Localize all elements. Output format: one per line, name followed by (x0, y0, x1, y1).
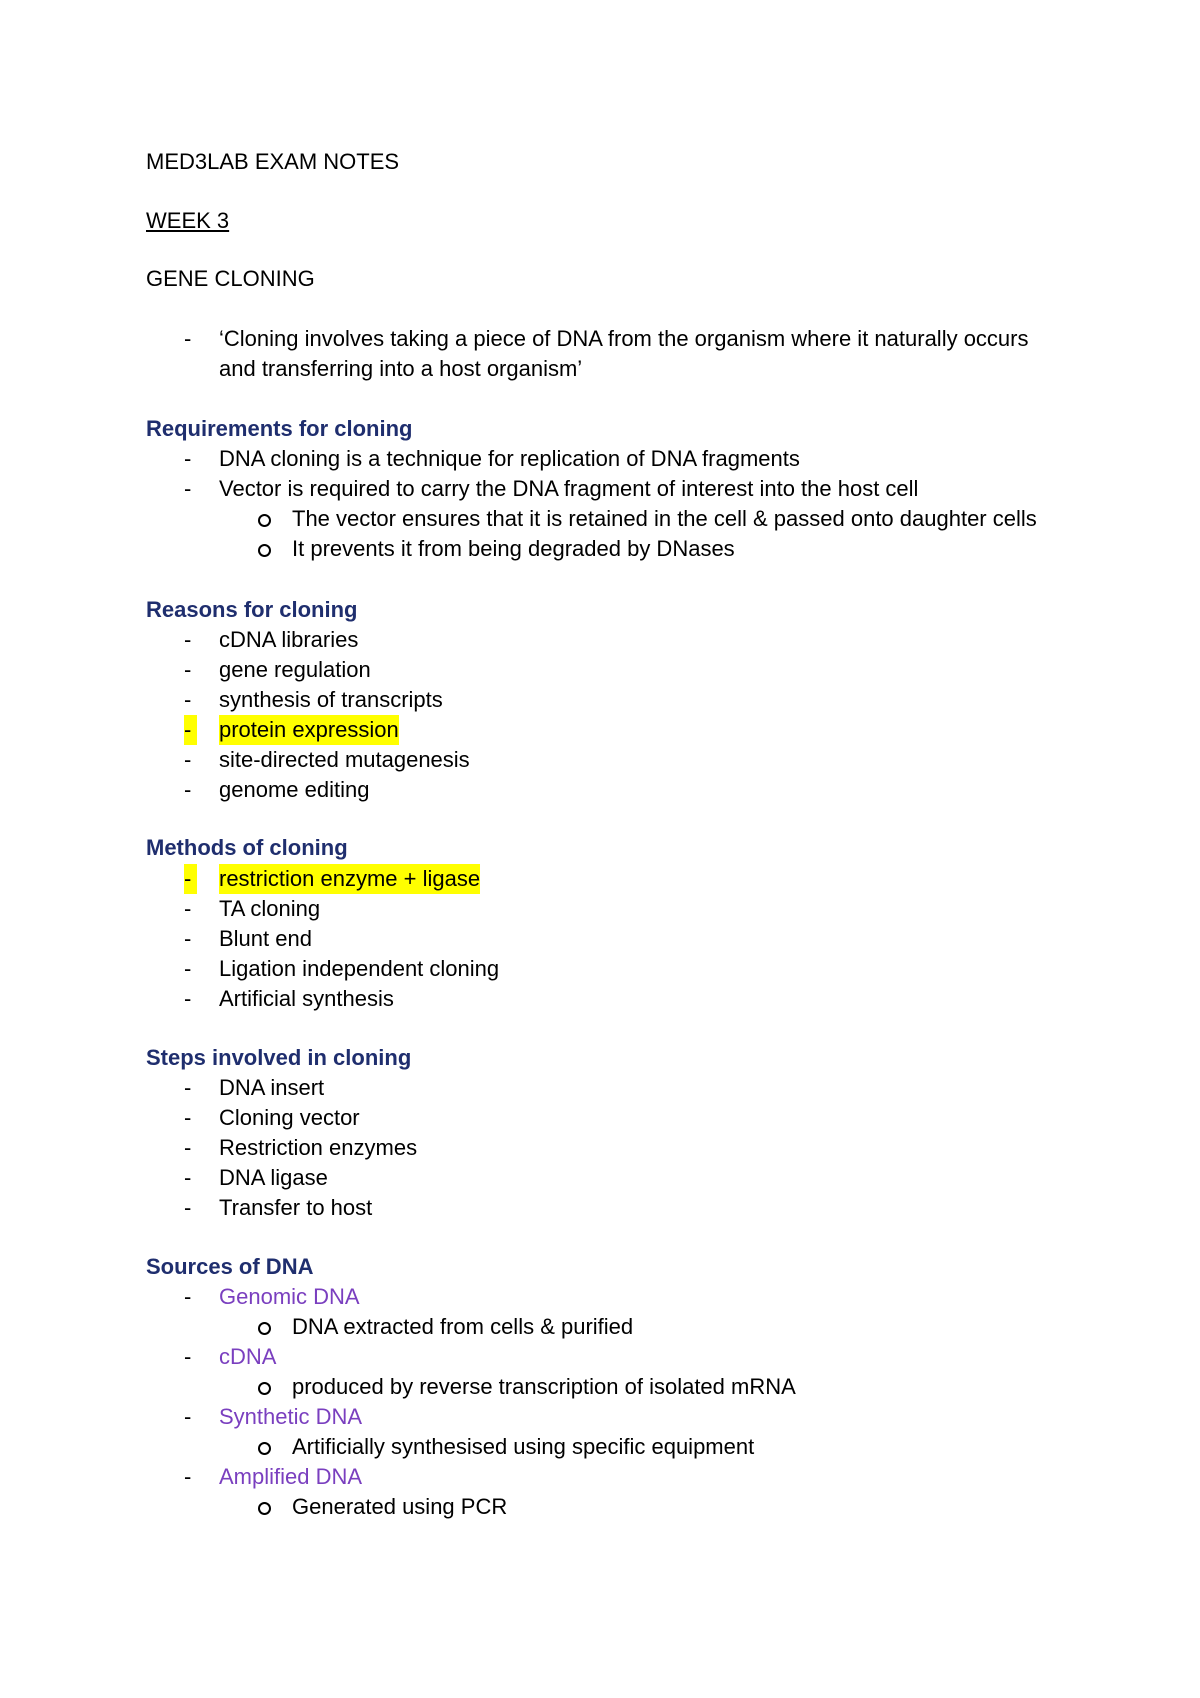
sub-list-item: It prevents it from being degraded by DNases (292, 536, 735, 561)
circle-bullet-icon (258, 1502, 271, 1515)
section-title: GENE CLONING (146, 266, 315, 291)
list-item: cDNA libraries (219, 627, 359, 652)
dash-marker: - (184, 926, 192, 951)
dash-marker: - (184, 1075, 192, 1100)
circle-bullet-icon (258, 1382, 271, 1395)
list-item: Ligation independent cloning (219, 956, 500, 981)
list-item: Cloning vector (219, 1105, 360, 1130)
circle-bullet-icon (258, 1322, 271, 1335)
dash-marker: - (184, 986, 192, 1011)
dash-marker: - (184, 1284, 192, 1309)
sources-heading: Sources of DNA (146, 1254, 314, 1279)
dash-marker: - (184, 627, 192, 652)
source-label: Genomic DNA (219, 1284, 360, 1309)
list-item: Blunt end (219, 926, 312, 951)
list-item-highlighted: restriction enzyme + ligase (219, 864, 480, 894)
source-label: cDNA (219, 1344, 277, 1369)
dash-marker: - (184, 1105, 192, 1130)
methods-heading: Methods of cloning (146, 835, 348, 860)
source-detail: produced by reverse transcription of isolated mRNA (292, 1374, 796, 1399)
dash-marker: - (184, 896, 192, 921)
list-item: DNA insert (219, 1075, 325, 1100)
source-detail: Artificially synthesised using specific equipment (292, 1434, 755, 1459)
requirements-heading: Requirements for cloning (146, 416, 413, 441)
dash-marker: - (184, 687, 192, 712)
list-item: Restriction enzymes (219, 1135, 418, 1160)
list-item-highlighted: protein expression (219, 715, 399, 745)
sub-list-item: The vector ensures that it is retained in the cell & passed onto daughter cells (292, 506, 1037, 531)
circle-bullet-icon (258, 1442, 271, 1455)
circle-bullet-icon (258, 544, 271, 557)
dash-marker: - (184, 1464, 192, 1489)
dash-marker: - (184, 956, 192, 981)
list-item: site-directed mutagenesis (219, 747, 470, 772)
circle-bullet-icon (258, 514, 271, 527)
dash-marker: - (184, 715, 197, 745)
week-heading: WEEK 3 (146, 208, 230, 233)
source-detail: Generated using PCR (292, 1494, 508, 1519)
dash-marker: - (184, 1165, 192, 1190)
dash-marker: - (184, 1195, 192, 1220)
dash-marker: - (184, 1404, 192, 1429)
source-detail: DNA extracted from cells & purified (292, 1314, 634, 1339)
intro-quote-line-1: ‘Cloning involves taking a piece of DNA from the organism where it naturally occurs (219, 326, 1029, 351)
dash-marker: - (184, 1344, 192, 1369)
list-item: TA cloning (219, 896, 321, 921)
list-item: Artificial synthesis (219, 986, 394, 1011)
dash-marker: - (184, 747, 192, 772)
dash-marker: - (184, 326, 192, 351)
steps-heading: Steps involved in cloning (146, 1045, 412, 1070)
dash-marker: - (184, 864, 197, 894)
list-item: gene regulation (219, 657, 371, 682)
intro-quote-line-2: and transferring into a host organism’ (219, 356, 583, 381)
dash-marker: - (184, 657, 192, 682)
dash-marker: - (184, 476, 192, 501)
source-label: Synthetic DNA (219, 1404, 363, 1429)
list-item: Transfer to host (219, 1195, 373, 1220)
list-item: DNA cloning is a technique for replication of DNA fragments (219, 446, 800, 471)
source-label: Amplified DNA (219, 1464, 363, 1489)
list-item: genome editing (219, 777, 370, 802)
dash-marker: - (184, 777, 192, 802)
document-title: MED3LAB EXAM NOTES (146, 149, 400, 174)
list-item: synthesis of transcripts (219, 687, 443, 712)
list-item: Vector is required to carry the DNA fragment of interest into the host cell (219, 476, 919, 501)
dash-marker: - (184, 446, 192, 471)
reasons-heading: Reasons for cloning (146, 597, 358, 622)
list-item: DNA ligase (219, 1165, 328, 1190)
dash-marker: - (184, 1135, 192, 1160)
